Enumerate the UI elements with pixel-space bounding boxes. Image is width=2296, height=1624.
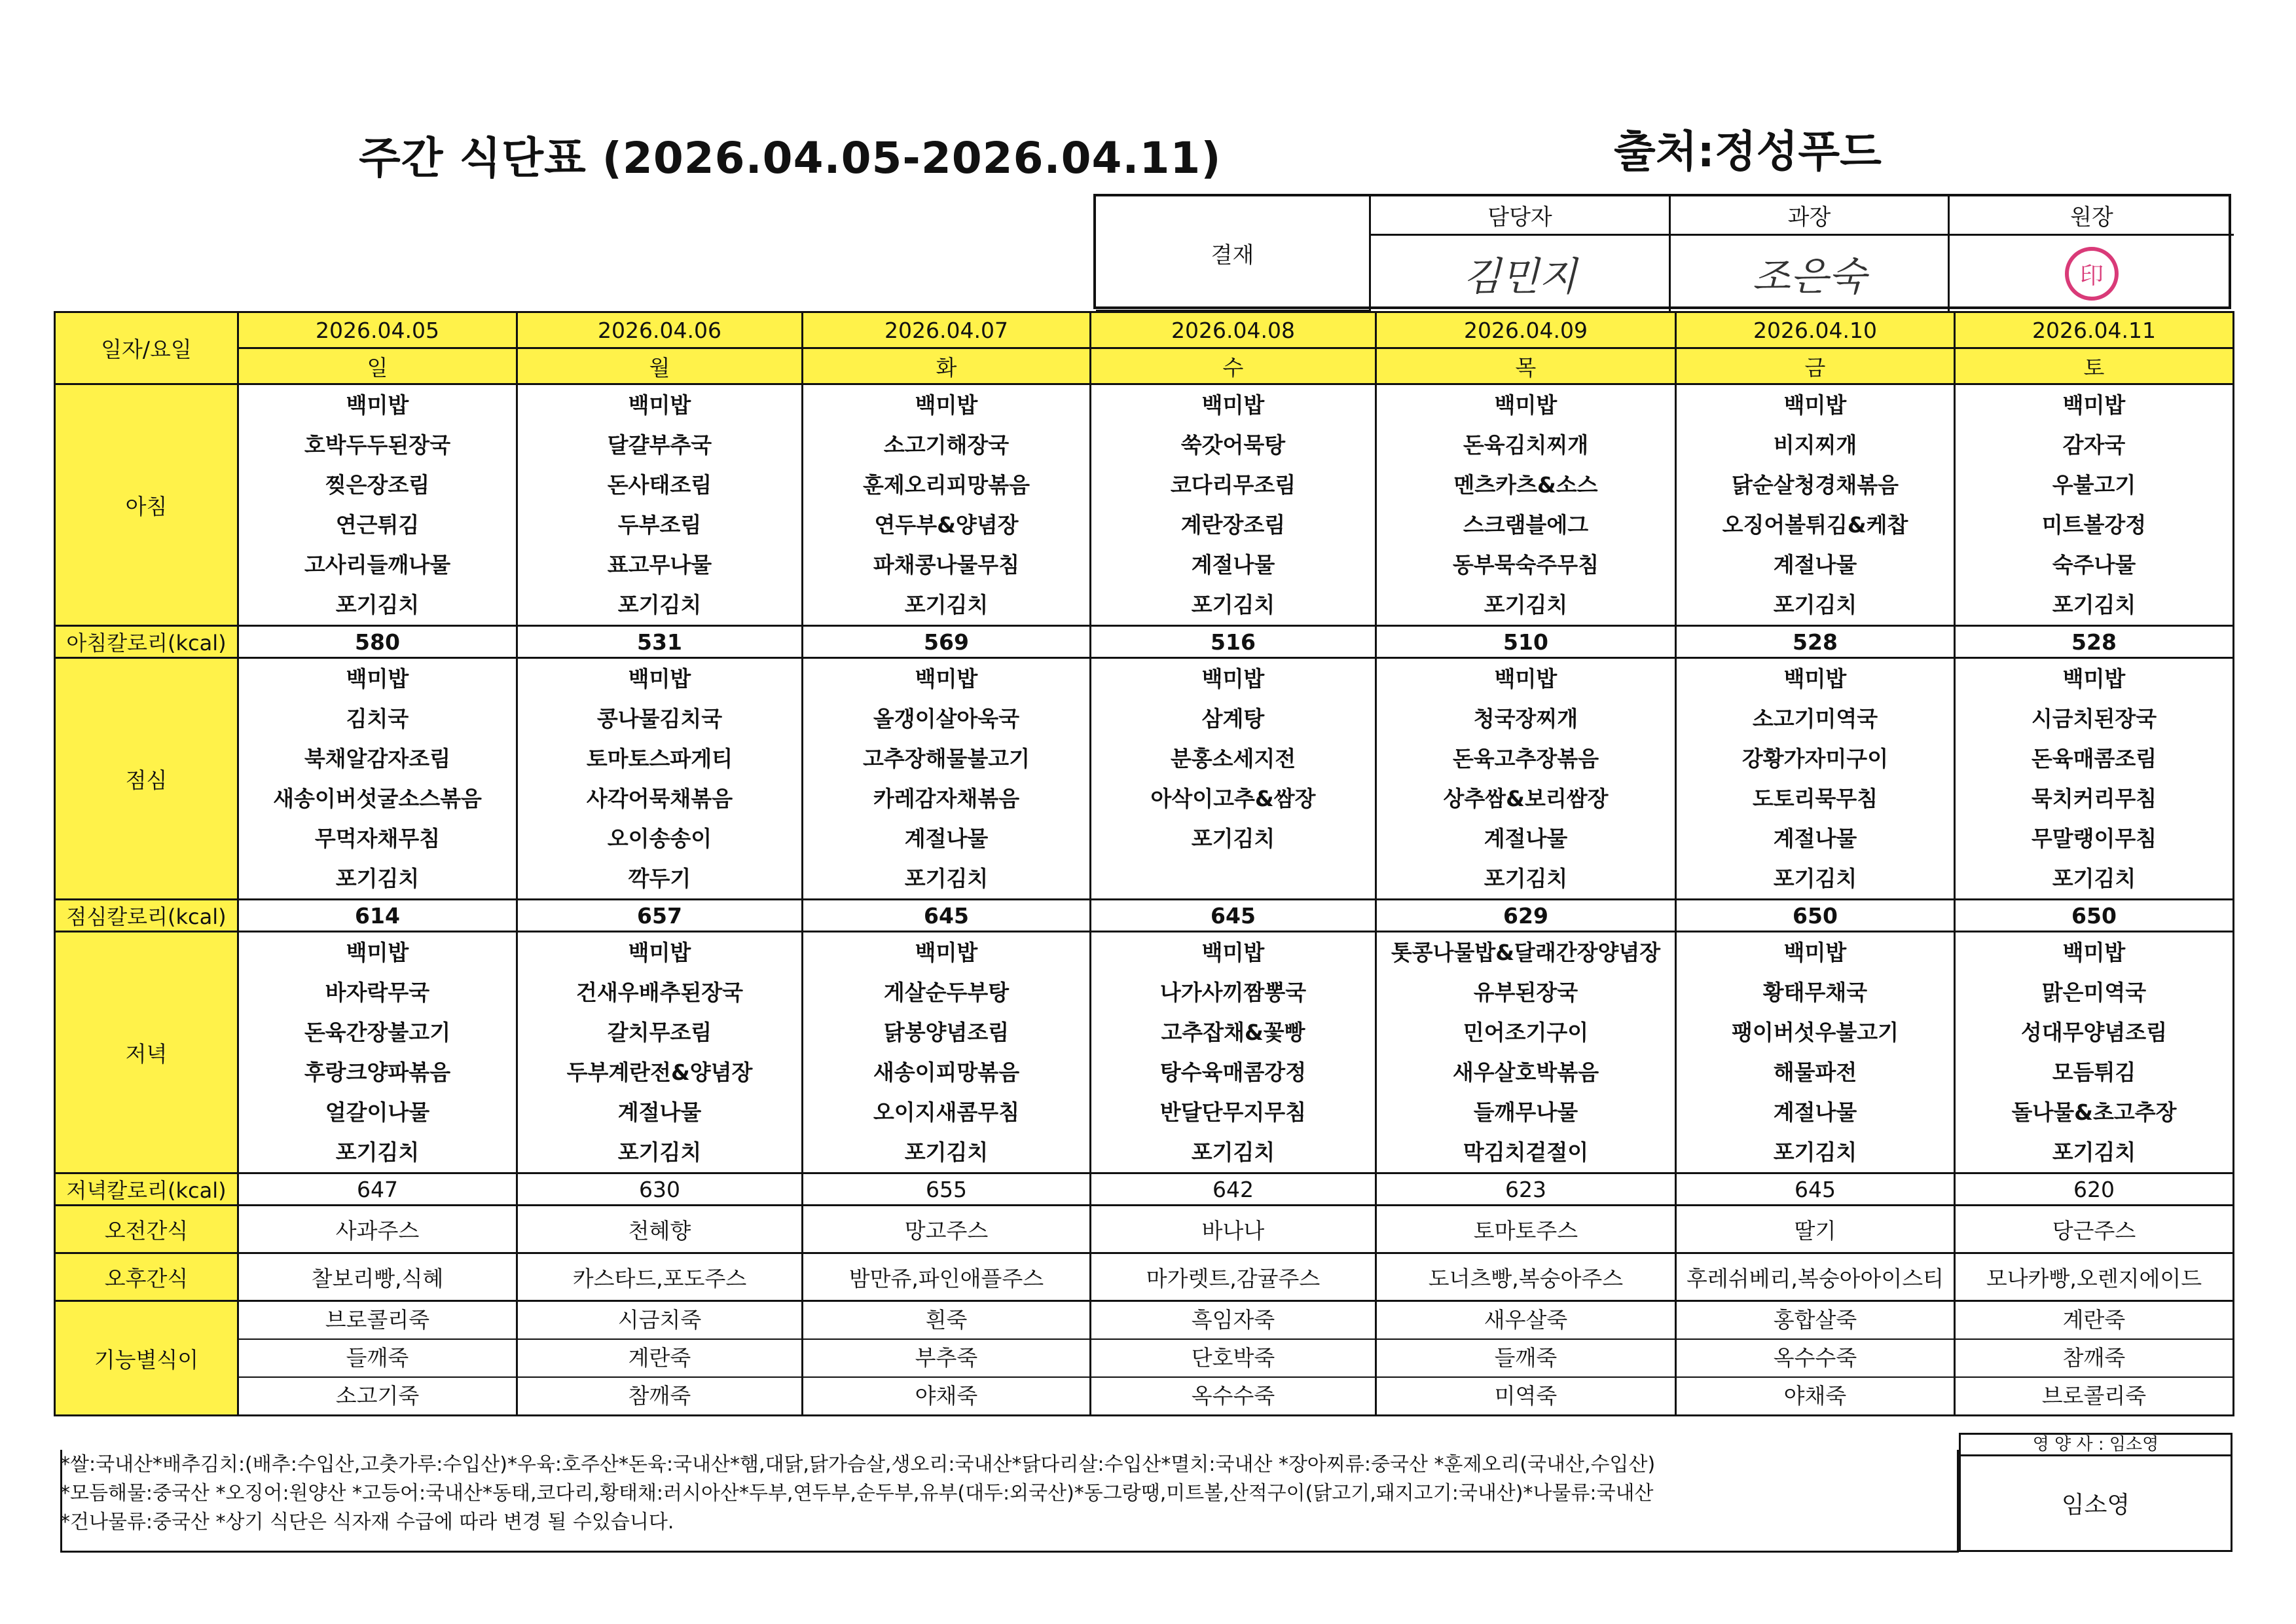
dinner-cell — [1091, 932, 1376, 1173]
approval-label: 결재 — [1096, 196, 1371, 312]
kcal-cell: 647 — [238, 1173, 517, 1206]
dish-item: 해물파전 — [1773, 1060, 1857, 1085]
signature-staff: 김민지 — [1463, 254, 1577, 300]
snack-cell: 모나카빵,오렌지에이드 — [1955, 1253, 2234, 1301]
dish-item: 갈치무조림 — [607, 1020, 712, 1045]
dish-item: 돈사태조림 — [607, 472, 712, 498]
date-cell: 2026.04.07 — [803, 312, 1091, 348]
kcal-cell: 569 — [803, 626, 1091, 658]
snack-cell: 찰보리빵,식혜 — [238, 1253, 517, 1301]
dish-item: 고추장해물불고기 — [862, 746, 1030, 771]
dinner-cell — [1955, 932, 2234, 1173]
dish-item: 계절나물 — [617, 1099, 702, 1125]
dish-item: 고사리들깨나물 — [304, 552, 451, 578]
dish-item: 고추잡채&꽃빵 — [1161, 1020, 1305, 1045]
kcal-cell: 650 — [1676, 900, 1955, 932]
date-cell: 2026.04.06 — [517, 312, 803, 348]
dish-item: 계절나물 — [904, 826, 989, 851]
dish-item: 상추쌈&보리쌈장 — [1443, 786, 1609, 811]
dish-item: 삼계탕 — [1201, 706, 1265, 731]
breakfast-cell — [1676, 384, 1955, 626]
dish-item: 포기김치 — [904, 592, 989, 618]
dish-item: 백미밥 — [346, 940, 409, 965]
dish-item: 오이송송이 — [607, 826, 712, 851]
kcal-cell: 657 — [517, 900, 803, 932]
dish-item: 성대무양념조림 — [2020, 1020, 2168, 1045]
dish-item: 백미밥 — [1783, 940, 1847, 965]
seal-stamp-icon: 印 — [2065, 247, 2119, 301]
dish-item: 멘츠카츠&소스 — [1453, 472, 1598, 498]
dish-item: 연근튀김 — [335, 512, 420, 538]
source-label: 출처:정성푸드 — [1614, 126, 1882, 177]
dish-item: 무먹자채무침 — [314, 826, 441, 851]
date-cell: 2026.04.09 — [1376, 312, 1676, 348]
dish-item: 백미밥 — [1201, 392, 1265, 418]
special-item: 들깨죽 — [239, 1340, 516, 1378]
special-cell — [1955, 1301, 2234, 1416]
kcal-cell: 645 — [1091, 900, 1376, 932]
am_snack-label: 오전간식 — [55, 1206, 238, 1253]
special-cell — [1376, 1301, 1676, 1416]
breakfast-cell — [238, 384, 517, 626]
dish-item: 백미밥 — [628, 392, 691, 418]
dish-item: 스크램블에그 — [1463, 512, 1589, 538]
special-item: 부추죽 — [803, 1340, 1089, 1378]
lunch_kcal-label: 점심칼로리(kcal) — [55, 900, 238, 932]
dish-item: 포기김치 — [904, 1139, 989, 1165]
dish-item: 유부된장국 — [1473, 980, 1578, 1005]
special-item: 시금치죽 — [518, 1302, 801, 1340]
dish-item: 훈제오리피망볶음 — [862, 472, 1030, 498]
dish-item: 두부조림 — [617, 512, 702, 538]
breakfast-row — [55, 384, 2234, 626]
special-cell — [1676, 1301, 1955, 1416]
dish-item: 비지찌개 — [1773, 432, 1857, 458]
dish-item: 소고기미역국 — [1752, 706, 1878, 731]
special-item: 들깨죽 — [1377, 1340, 1675, 1378]
dinner_kcal-row — [55, 1173, 2234, 1206]
dish-item: 계절나물 — [1191, 552, 1275, 578]
special-item: 미역죽 — [1494, 1383, 1558, 1409]
special-item: 옥수수죽 — [1677, 1340, 1954, 1378]
dinner_kcal-label: 저녁칼로리(kcal) — [55, 1173, 238, 1206]
dish-item: 황태무채국 — [1762, 980, 1868, 1005]
dish-item: 계절나물 — [1773, 1099, 1857, 1125]
kcal-cell: 623 — [1376, 1173, 1676, 1206]
dish-item: 표고무나물 — [607, 552, 712, 578]
special-item: 흑임자죽 — [1091, 1302, 1375, 1340]
dish-item: 포기김치 — [335, 866, 420, 891]
dish-item: 도토리묵무침 — [1752, 786, 1878, 811]
kcal-cell: 528 — [1676, 626, 1955, 658]
lunch-cell — [238, 658, 517, 900]
dish-item: 호박두두된장국 — [304, 432, 451, 458]
snack-cell: 바나나 — [1091, 1206, 1376, 1253]
date-cell: 2026.04.10 — [1676, 312, 1955, 348]
dish-item: 백미밥 — [2062, 940, 2126, 965]
lunch-label: 점심 — [55, 658, 238, 900]
lunch-row — [55, 658, 2234, 900]
kcal-cell: 645 — [1676, 1173, 1955, 1206]
dish-item: 북채알감자조림 — [304, 746, 451, 771]
dish-item: 새송이피망볶음 — [873, 1060, 1020, 1085]
dish-item: 포기김치 — [904, 866, 989, 891]
special-cell — [1091, 1301, 1376, 1416]
dish-item: 백미밥 — [628, 666, 691, 692]
page-title: 주간 식단표 (2026.04.05-2026.04.11) — [359, 133, 1222, 183]
pm_snack-label: 오후간식 — [55, 1253, 238, 1301]
dish-item: 돈육간장불고기 — [304, 1020, 451, 1045]
dish-item: 들깨무나물 — [1473, 1099, 1578, 1125]
approval-box — [1093, 194, 2231, 309]
kcal-cell: 580 — [238, 626, 517, 658]
breakfast-cell — [1376, 384, 1676, 626]
dish-item: 백미밥 — [1783, 392, 1847, 418]
dish-item: 오징어볼튀김&케찹 — [1722, 512, 1908, 538]
dish-item: 깍두기 — [628, 866, 691, 891]
breakfast-cell — [1955, 384, 2234, 626]
date-cell: 2026.04.05 — [238, 312, 517, 348]
special-item: 흰죽 — [803, 1302, 1089, 1340]
snack-cell: 도너츠빵,복숭아주스 — [1376, 1253, 1676, 1301]
approval-role-staff: 담당자 — [1371, 196, 1671, 236]
kcal-cell: 645 — [803, 900, 1091, 932]
special-item: 계란죽 — [1956, 1302, 2232, 1340]
weekday-cell: 일 — [238, 348, 517, 384]
dish-item: 민어조기구이 — [1463, 1020, 1589, 1045]
dish-item: 새송이버섯굴소스볶음 — [273, 786, 482, 811]
kcal-cell: 510 — [1376, 626, 1676, 658]
special-label: 기능별식이 — [55, 1301, 238, 1416]
snack-cell: 카스타드,포도주스 — [517, 1253, 803, 1301]
dish-item: 찢은장조림 — [325, 472, 430, 498]
dish-item: 백미밥 — [1201, 666, 1265, 692]
approval-role-director: 원장 — [1950, 196, 2234, 236]
dinner-cell — [517, 932, 803, 1173]
special-row — [55, 1301, 2234, 1416]
special-cell — [238, 1301, 517, 1416]
dish-item: 백미밥 — [628, 940, 691, 965]
dish-item: 돈육매콤조림 — [2031, 746, 2157, 771]
dish-item: 백미밥 — [1494, 666, 1558, 692]
kcal-cell: 531 — [517, 626, 803, 658]
special-item: 소고기죽 — [335, 1383, 420, 1409]
dietitian-label: 영 양 사 : 임소영 — [1961, 1435, 2231, 1456]
dish-item: 계절나물 — [1773, 552, 1857, 578]
dish-item: 백미밥 — [1494, 392, 1558, 418]
special-item: 계란죽 — [518, 1340, 801, 1378]
approval-signature-staff — [1371, 236, 1671, 312]
dish-item: 계절나물 — [1484, 826, 1568, 851]
weekday-row — [55, 348, 2234, 384]
dish-item: 토마토스파게티 — [586, 746, 733, 771]
kcal-cell: 620 — [1955, 1173, 2234, 1206]
dinner-row — [55, 932, 2234, 1173]
dish-item: 올갱이살아욱국 — [873, 706, 1020, 731]
dish-item: 팽이버섯우불고기 — [1731, 1020, 1899, 1045]
pm_snack-row — [55, 1253, 2234, 1301]
dish-item: 미트볼강정 — [2041, 512, 2147, 538]
kcal-cell: 516 — [1091, 626, 1376, 658]
snack-cell: 밤만쥬,파인애플주스 — [803, 1253, 1091, 1301]
origin-line: *건나물류:중국산 *상기 식단은 식자재 수급에 따라 변경 될 수있습니다. — [60, 1511, 674, 1534]
dish-item: 반달단무지무침 — [1159, 1099, 1307, 1125]
dish-item: 포기김치 — [1484, 866, 1568, 891]
origin-notes — [60, 1450, 1951, 1537]
dinner-cell — [803, 932, 1091, 1173]
dish-item: 백미밥 — [1201, 940, 1265, 965]
lunch-cell — [517, 658, 803, 900]
dietitian-name: 임소영 — [2061, 1492, 2130, 1519]
dish-item: 바자락무국 — [325, 980, 430, 1005]
dish-item: 닭순살청경채볶음 — [1731, 472, 1899, 498]
special-item: 홍합살죽 — [1677, 1302, 1954, 1340]
lunch-cell — [1955, 658, 2234, 900]
dish-item: 맑은미역국 — [2041, 980, 2147, 1005]
special-item: 참깨죽 — [628, 1383, 691, 1409]
date-row — [55, 312, 2234, 348]
dish-item: 파채콩나물무침 — [873, 552, 1020, 578]
dish-item: 백미밥 — [346, 392, 409, 418]
dish-item: 돌나물&초고추장 — [2011, 1099, 2177, 1125]
weekday-cell: 목 — [1376, 348, 1676, 384]
dish-item: 나가사끼짬뽕국 — [1159, 980, 1307, 1005]
special-cell — [803, 1301, 1091, 1416]
lunch-cell — [803, 658, 1091, 900]
breakfast-cell — [517, 384, 803, 626]
dish-item: 무말랭이무침 — [2031, 826, 2157, 851]
dish-item: 포기김치 — [1773, 592, 1857, 618]
approval-signature-manager — [1671, 236, 1950, 312]
dish-item: 두부계란전&양념장 — [566, 1060, 753, 1085]
special-item: 참깨죽 — [1956, 1340, 2232, 1378]
weekday-cell: 금 — [1676, 348, 1955, 384]
am_snack-row — [55, 1206, 2234, 1253]
dish-item: 포기김치 — [2052, 1139, 2136, 1165]
dish-item: 소고기해장국 — [883, 432, 1010, 458]
date-cell: 2026.04.11 — [1955, 312, 2234, 348]
kcal-cell: 630 — [517, 1173, 803, 1206]
origin-line: *쌀:국내산*배추김치:(배추:수입산,고춧가루:수입산)*우육:호주산*돈육:국내산*햄,대닭,닭가슴살,생오리:국내산*닭다리살:수입산*멸치:국내산 *장아찌류:중국산 *훈제오리(국내산,수입산) — [60, 1453, 1656, 1476]
dish-item: 오이지새콤무침 — [873, 1099, 1020, 1125]
menu-table — [54, 311, 2234, 1416]
dish-item: 포기김치 — [335, 1139, 420, 1165]
breakfast_kcal-label: 아침칼로리(kcal) — [55, 626, 238, 658]
weekday-cell: 수 — [1091, 348, 1376, 384]
dish-item: 모듬튀김 — [2052, 1060, 2136, 1085]
snack-cell: 토마토주스 — [1376, 1206, 1676, 1253]
dish-item: 돈육김치찌개 — [1463, 432, 1589, 458]
dish-item: 묵치커리무침 — [2031, 786, 2157, 811]
dish-item: 숙주나물 — [2052, 552, 2136, 578]
kcal-cell: 650 — [1955, 900, 2234, 932]
lunch-cell — [1091, 658, 1376, 900]
dish-item: 포기김치 — [2052, 592, 2136, 618]
dish-item: 포기김치 — [335, 592, 420, 618]
lunch_kcal-row — [55, 900, 2234, 932]
dish-item: 백미밥 — [2062, 392, 2126, 418]
dish-item: 계란장조림 — [1180, 512, 1286, 538]
special-item: 야채죽 — [1783, 1383, 1847, 1409]
special-item: 단호박죽 — [1091, 1340, 1375, 1378]
signature-manager: 조은숙 — [1752, 254, 1867, 300]
special-item: 옥수수죽 — [1191, 1383, 1275, 1409]
dish-item: 백미밥 — [915, 392, 978, 418]
dish-item: 포기김치 — [1191, 1139, 1275, 1165]
kcal-cell: 642 — [1091, 1173, 1376, 1206]
snack-cell: 딸기 — [1676, 1206, 1955, 1253]
dish-item: 코다리무조림 — [1170, 472, 1296, 498]
dish-item: 포기김치 — [617, 1139, 702, 1165]
dish-item: 콩나물김치국 — [596, 706, 723, 731]
breakfast_kcal-row — [55, 626, 2234, 658]
breakfast-label: 아침 — [55, 384, 238, 626]
dish-item: 계절나물 — [1773, 826, 1857, 851]
dish-item: 우불고기 — [2052, 472, 2136, 498]
dish-item: 건새우배추된장국 — [575, 980, 744, 1005]
dish-item: 후랑크양파볶음 — [304, 1060, 451, 1085]
dish-item: 김치국 — [346, 706, 409, 731]
dish-item: 분홍소세지전 — [1170, 746, 1296, 771]
dish-item: 사각어묵채볶음 — [586, 786, 733, 811]
snack-cell: 사과주스 — [238, 1206, 517, 1253]
breakfast-cell — [803, 384, 1091, 626]
dish-item: 백미밥 — [2062, 666, 2126, 692]
approval-role-manager: 과장 — [1671, 196, 1950, 236]
date-day-label: 일자/요일 — [55, 312, 238, 384]
lunch-cell — [1376, 658, 1676, 900]
dish-item: 카레감자채볶음 — [873, 786, 1020, 811]
dish-item: 포기김치 — [1484, 592, 1568, 618]
kcal-cell: 629 — [1376, 900, 1676, 932]
dish-item: 막김치겉절이 — [1463, 1139, 1589, 1165]
dinner-cell — [1376, 932, 1676, 1173]
dinner-cell — [1676, 932, 1955, 1173]
dish-item: 아삭이고추&쌈장 — [1150, 786, 1316, 811]
dinner-cell — [238, 932, 517, 1173]
dish-item: 연두부&양념장 — [874, 512, 1019, 538]
date-cell: 2026.04.08 — [1091, 312, 1376, 348]
dish-item: 쑥갓어묵탕 — [1180, 432, 1286, 458]
dish-item: 얼갈이나물 — [325, 1099, 430, 1125]
dish-item: 포기김치 — [2052, 866, 2136, 891]
dish-item: 새우살호박볶음 — [1452, 1060, 1599, 1085]
dish-item: 동부묵숙주무침 — [1452, 552, 1599, 578]
dietitian-box — [1959, 1433, 2232, 1552]
snack-cell: 당근주스 — [1955, 1206, 2234, 1253]
dish-item: 청국장찌개 — [1473, 706, 1578, 731]
dish-item: 포기김치 — [617, 592, 702, 618]
breakfast-cell — [1091, 384, 1376, 626]
special-item: 브로콜리죽 — [2041, 1383, 2147, 1409]
dish-item: 포기김치 — [1773, 866, 1857, 891]
lunch-cell — [1676, 658, 1955, 900]
dish-item: 시금치된장국 — [2031, 706, 2157, 731]
dish-item: 포기김치 — [1191, 826, 1275, 851]
special-item: 브로콜리죽 — [239, 1302, 516, 1340]
dish-item: 백미밥 — [1783, 666, 1847, 692]
kcal-cell: 614 — [238, 900, 517, 932]
special-cell — [517, 1301, 803, 1416]
dinner-label: 저녁 — [55, 932, 238, 1173]
dish-item: 백미밥 — [346, 666, 409, 692]
kcal-cell: 655 — [803, 1173, 1091, 1206]
weekday-cell: 토 — [1955, 348, 2234, 384]
dish-item: 강황가자미구이 — [1741, 746, 1889, 771]
weekday-cell: 화 — [803, 348, 1091, 384]
dish-item: 포기김치 — [1773, 1139, 1857, 1165]
dish-item: 백미밥 — [915, 666, 978, 692]
dish-item: 닭봉양념조림 — [883, 1020, 1010, 1045]
approval-signature-director — [1950, 236, 2234, 312]
dish-item — [1091, 858, 1375, 898]
dish-item: 달걀부추국 — [607, 432, 712, 458]
dish-item: 탕수육매콤강정 — [1159, 1060, 1307, 1085]
dish-item: 톳콩나물밥&달래간장양념장 — [1391, 940, 1661, 965]
dish-item: 게살순두부탕 — [883, 980, 1010, 1005]
special-item: 야채죽 — [915, 1383, 978, 1409]
dish-item: 포기김치 — [1191, 592, 1275, 618]
dish-item: 백미밥 — [915, 940, 978, 965]
origin-line: *모듬해물:중국산 *오징어:원양산 *고등어:국내산*동태,코다리,황태채:러시아산*두부,연두부,순두부,유부(대두:외국산)*동그랑땡,미트볼,산적구이(닭고기,돼지고기:국내산)*나물류:국내산 — [60, 1482, 1654, 1505]
snack-cell: 후레쉬베리,복숭아아이스티 — [1676, 1253, 1955, 1301]
weekday-cell: 월 — [517, 348, 803, 384]
dish-item: 감자국 — [2062, 432, 2126, 458]
snack-cell: 마가렛트,감귤주스 — [1091, 1253, 1376, 1301]
snack-cell: 천혜향 — [517, 1206, 803, 1253]
special-item: 새우살죽 — [1377, 1302, 1675, 1340]
kcal-cell: 528 — [1955, 626, 2234, 658]
dish-item: 돈육고추장볶음 — [1452, 746, 1599, 771]
snack-cell: 망고주스 — [803, 1206, 1091, 1253]
